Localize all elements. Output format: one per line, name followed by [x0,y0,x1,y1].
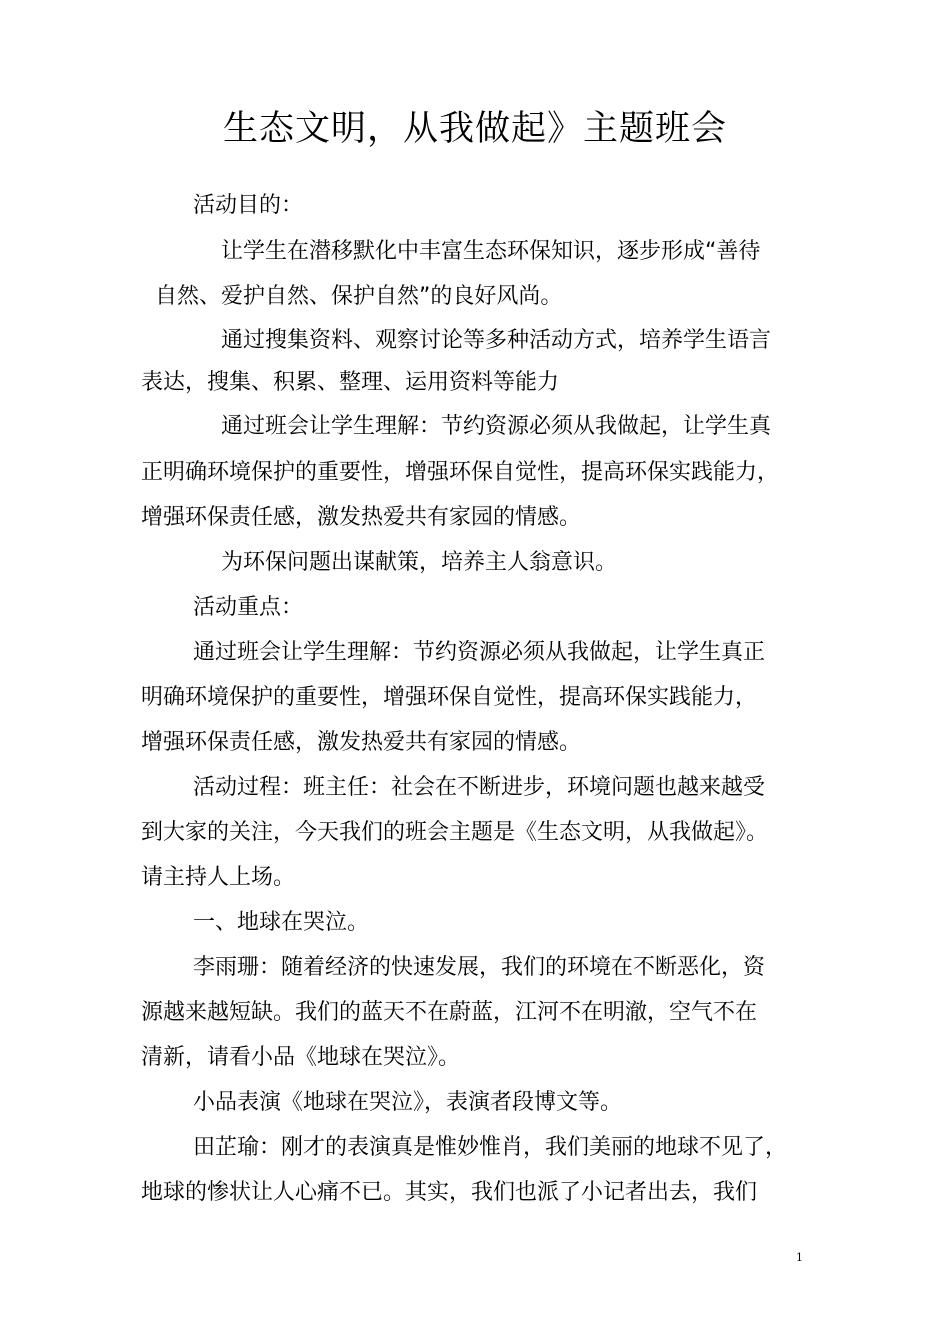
paragraph-line: 通过班会让学生理解：节约资源必须从我做起，让学生真 [221,414,772,439]
paragraph-line: 田芷瑜：刚才的表演真是惟妙惟肖，我们美丽的地球不见了， [193,1135,788,1160]
document-title: 生态文明，从我做起》主题班会 [222,109,727,149]
paragraph-line: 源越来越短缺。我们的蓝天不在蔚蓝，江河不在明澈，空气不在 [141,1000,758,1025]
paragraph-line: 到大家的关注，今天我们的班会主题是《生态文明，从我做起》。 [141,820,769,845]
paragraph-line: 让学生在潜移默化中丰富生态环保知识，逐步形成“善待 [221,239,761,264]
paragraph-line: 活动过程：班主任：社会在不断进步，环境问题也越来越受 [193,775,766,800]
paragraph-line: 地球的惨状让人心痛不已。其实，我们也派了小记者出去，我们 [141,1180,758,1205]
paragraph-line: 通过搜集资料、观察讨论等多种活动方式，培养学生语言 [221,328,772,353]
paragraph-line: 明确环境保护的重要性，增强环保自觉性，提高环保实践能力， [141,685,758,710]
paragraph-line: 为环保问题出谋献策，培养主人翁意识。 [221,550,618,575]
section-heading-earth-crying: 一、地球在哭泣。 [193,910,370,935]
section-heading-purpose: 活动目的： [193,193,304,218]
section-heading-focus: 活动重点： [193,595,304,620]
page-number: 1 [796,1251,803,1264]
paragraph-line: 增强环保责任感，激发热爱共有家园的情感。 [141,505,582,530]
paragraph-line: 增强环保责任感，激发热爱共有家园的情感。 [141,730,582,755]
paragraph-line: 请主持人上场。 [141,865,296,890]
paragraph-line: 正明确环境保护的重要性，增强环保自觉性，提高环保实践能力， [141,460,780,485]
paragraph-line: 李雨珊：随着经济的快速发展，我们的环境在不断恶化，资 [193,955,766,980]
paragraph-line: 通过班会让学生理解：节约资源必须从我做起，让学生真正 [193,640,766,665]
paragraph-line: 小品表演《地球在哭泣》，表演者段博文等。 [193,1090,623,1115]
paragraph-line: 清新，请看小品《地球在哭泣》。 [141,1045,461,1070]
paragraph-line: 自然、爱护自然、保护自然”的良好风尚。 [155,284,563,309]
paragraph-line: 表达，搜集、积累、整理、运用资料等能力 [141,370,560,395]
